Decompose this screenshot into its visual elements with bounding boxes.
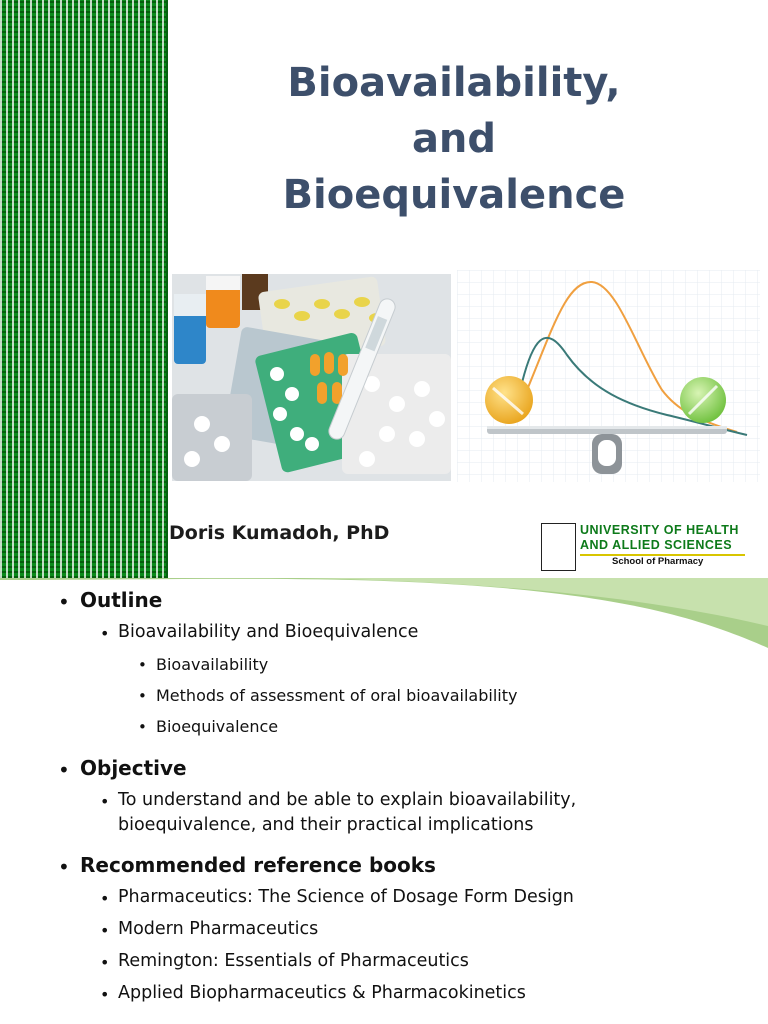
curve-illustration-art	[457, 270, 760, 482]
bullet-icon: •	[100, 792, 110, 811]
outline-item: Bioavailability and Bioequivalence	[118, 622, 419, 642]
pills-photo-art	[172, 274, 451, 481]
pills-thermometer-photo	[172, 274, 451, 481]
bullet-icon: •	[138, 656, 147, 674]
bullet-icon: •	[100, 889, 110, 908]
bullet-icon: •	[100, 921, 110, 940]
reference-book: Pharmaceutics: The Science of Dosage Form Design	[118, 887, 574, 907]
balance-scale-curves-illustration	[457, 270, 760, 482]
university-crest-placeholder	[541, 523, 576, 571]
bullet-icon: •	[138, 718, 147, 736]
outline-subitem: Bioavailability	[156, 655, 269, 674]
reference-book: Modern Pharmaceutics	[118, 919, 319, 939]
section-heading-references: Recommended reference books	[80, 853, 436, 877]
objective-line-1: To understand and be able to explain bioavailability,	[118, 790, 577, 810]
section-heading-objective: Objective	[80, 756, 187, 780]
bullet-icon: •	[58, 590, 70, 614]
reference-book: Remington: Essentials of Pharmaceutics	[118, 951, 469, 971]
title-line-2: and	[411, 116, 497, 162]
bullet-icon: •	[58, 855, 70, 879]
green-pattern-band	[0, 0, 168, 578]
author-name: Doris Kumadoh, PhD	[169, 522, 390, 544]
title-line-3: Bioequivalence	[282, 172, 626, 218]
outline-subitem: Bioequivalence	[156, 717, 279, 736]
school-name: School of Pharmacy	[612, 556, 704, 567]
bullet-icon: •	[100, 985, 110, 1004]
university-name-line-1: UNIVERSITY OF HEALTH	[580, 523, 739, 537]
bullet-icon: •	[138, 687, 147, 705]
bullet-icon: •	[100, 624, 110, 643]
objective-line-2: bioequivalence, and their practical implications	[118, 815, 534, 835]
outline-slide	[0, 578, 768, 1024]
university-name-line-2: AND ALLIED SCIENCES	[580, 538, 733, 552]
bullet-icon: •	[100, 953, 110, 972]
reference-book: Applied Biopharmaceutics & Pharmacokinetics	[118, 983, 526, 1003]
title-line-1: Bioavailability,	[287, 60, 621, 106]
section-heading-outline: Outline	[80, 588, 163, 612]
slide-title	[180, 55, 728, 223]
bullet-icon: •	[58, 758, 70, 782]
outline-subitem: Methods of assessment of oral bioavailability	[156, 686, 518, 705]
